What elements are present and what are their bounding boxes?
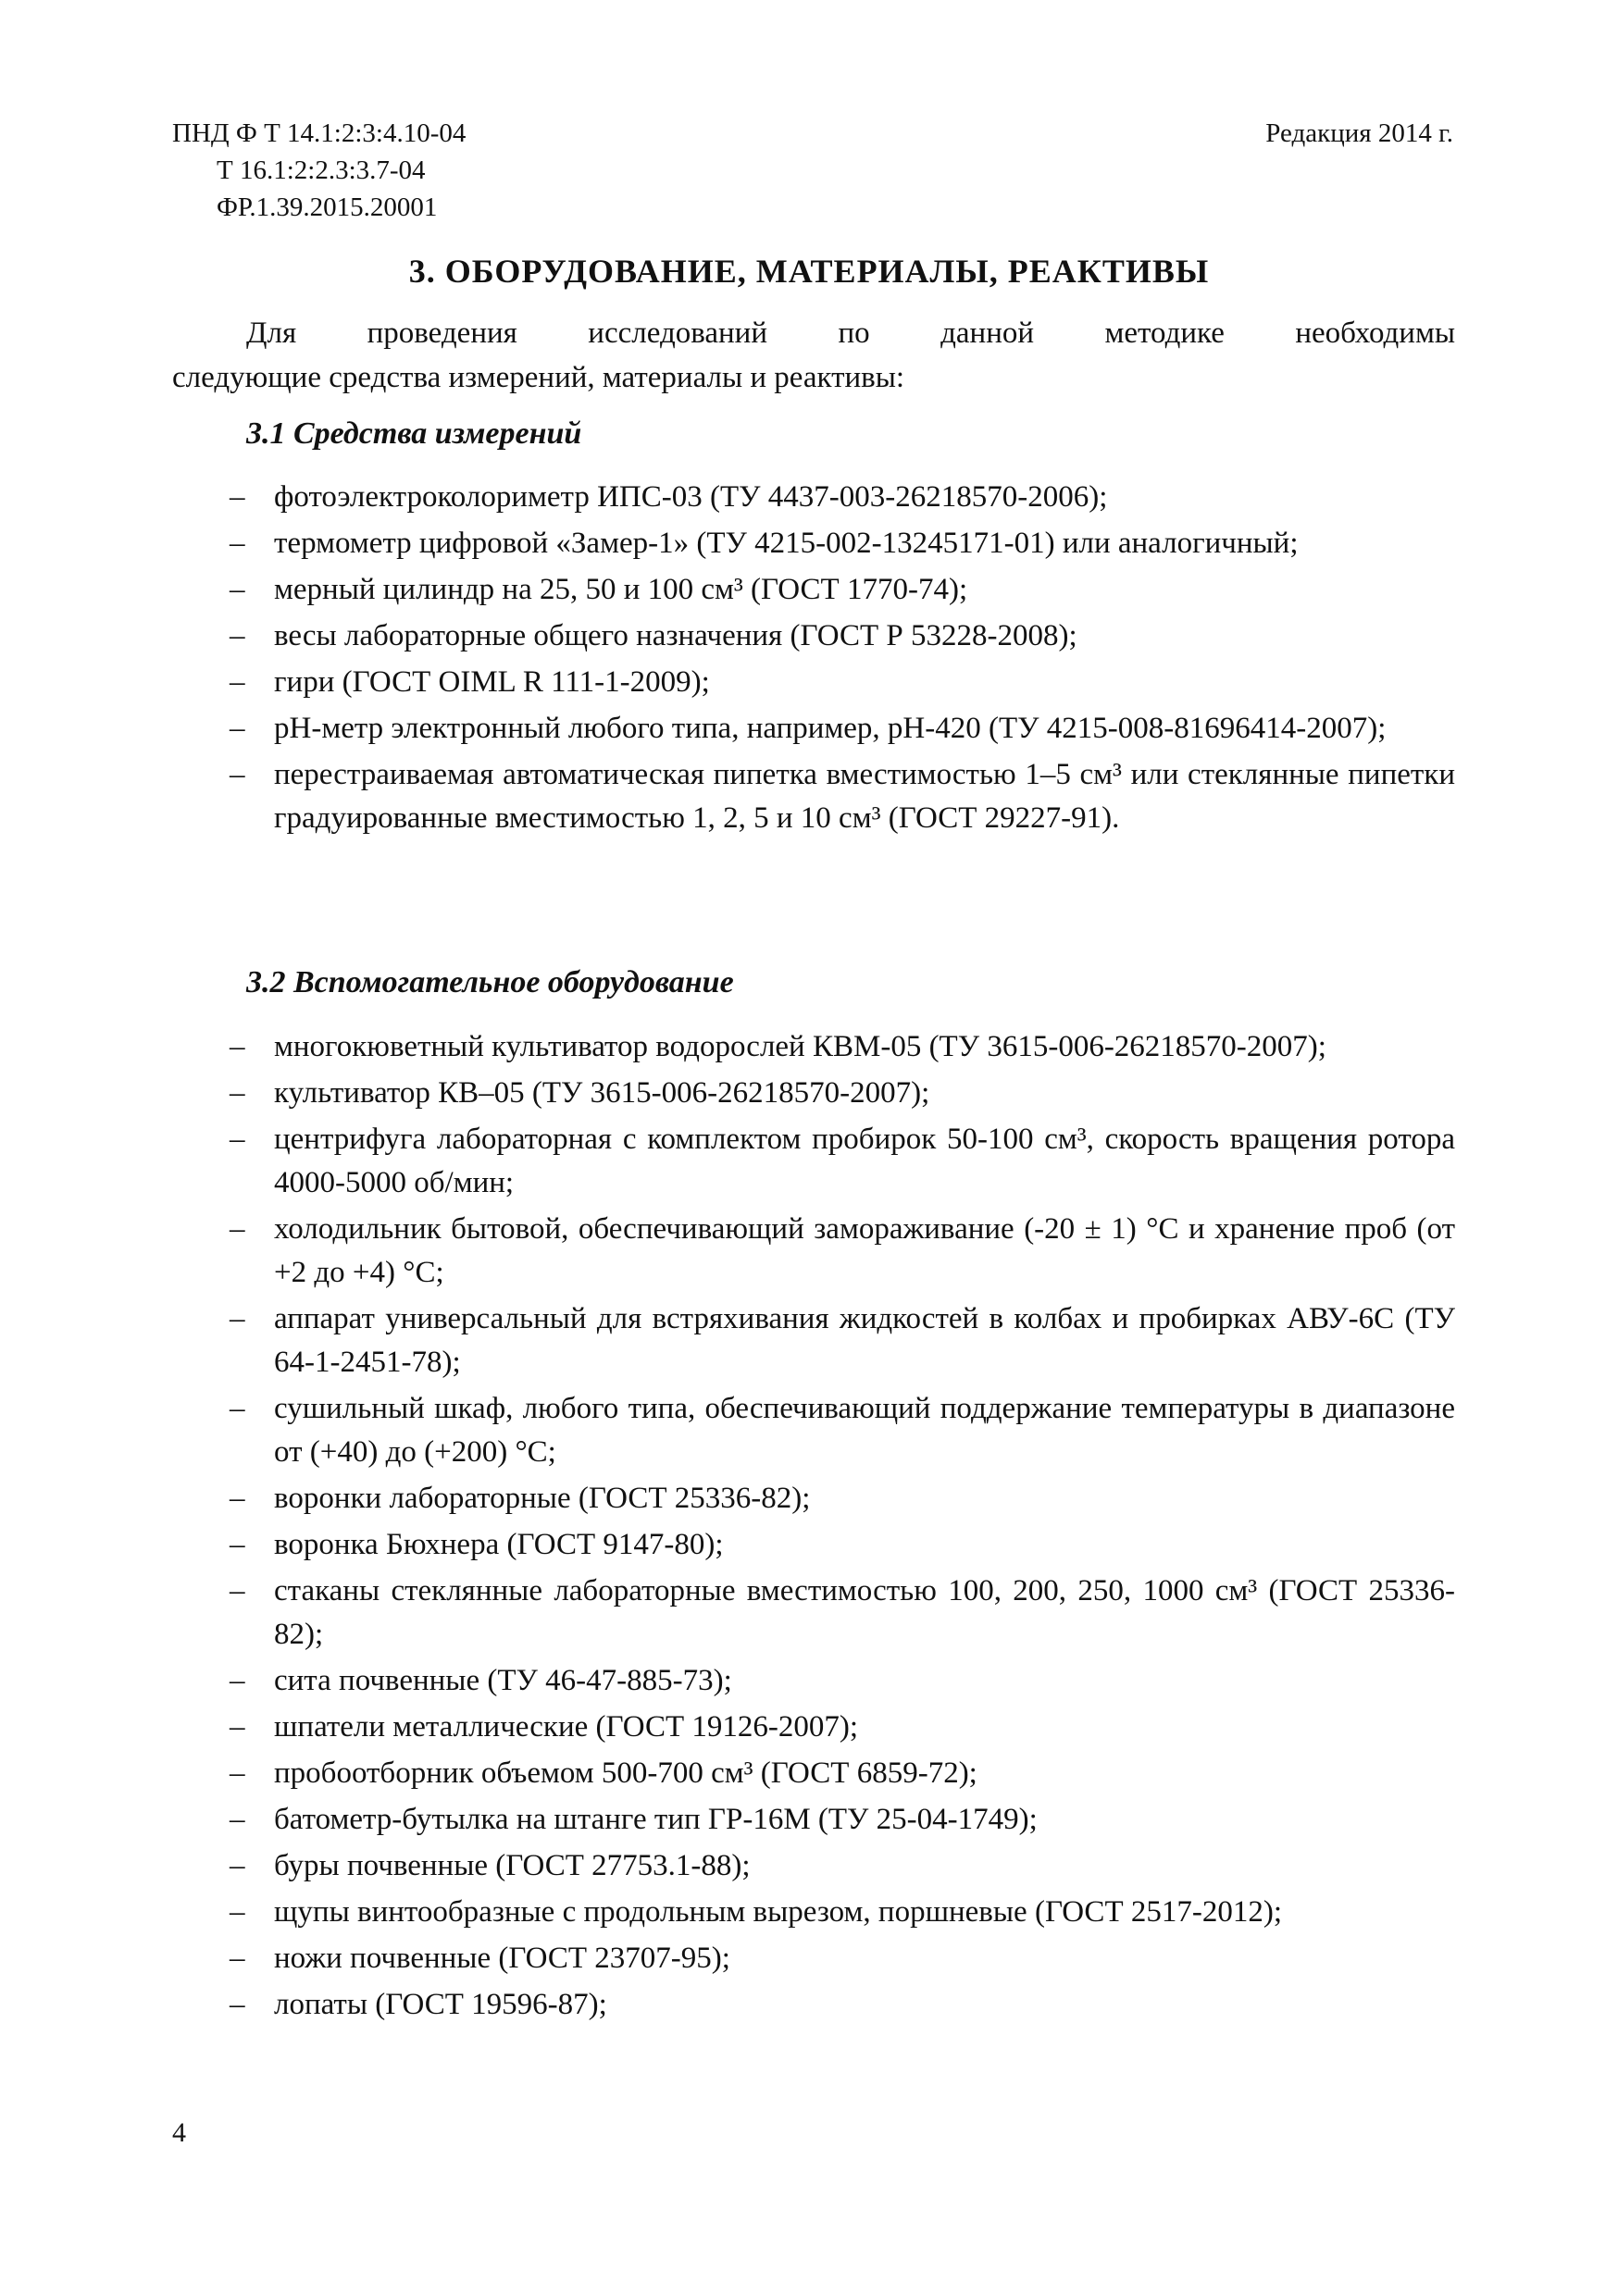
list-item: – гири (ГОСТ OIML R 111-1-2009); xyxy=(230,665,710,699)
section-title: 3. ОБОРУДОВАНИЕ, МАТЕРИАЛЫ, РЕАКТИВЫ xyxy=(408,253,1210,290)
list-item: – аппарат универсальный для встряхивания жидкостей в колбах и пробирках АВУ-6С (ТУ 64-1-2451-78); xyxy=(230,1302,1455,1379)
subsection-title-auxiliary-equipment: 3.2 Вспомогательное оборудование xyxy=(246,965,734,999)
subsection-title-measuring-instruments: 3.1 Средства измерений xyxy=(246,416,582,451)
intro-line-2: следующие средства измерений, материалы и реактивы: xyxy=(172,361,905,394)
intro-line-1: Для проведения исследований по данной методике необходимы xyxy=(246,316,1455,350)
list-item: – сита почвенные (ТУ 46-47-885-73); xyxy=(230,1664,732,1697)
list-item: – многокюветный культиватор водорослей КВМ-05 (ТУ 3615-006-26218570-2007); xyxy=(230,1030,1326,1063)
list-item: – ножи почвенные (ГОСТ 23707-95); xyxy=(230,1942,730,1975)
list-item: – термометр цифровой «Замер-1» (ТУ 4215-002-13245171-01) или аналогичный; xyxy=(230,527,1299,560)
list-item: – воронки лабораторные (ГОСТ 25336-82); xyxy=(230,1482,811,1515)
list-item: – лопаты (ГОСТ 19596-87); xyxy=(230,1988,607,2021)
doc-code-line-2: Т 16.1:2:2.3:3.7-04 xyxy=(217,155,426,185)
measuring-instruments-list xyxy=(172,476,1455,843)
list-item: – батометр-бутылка на штанге тип ГР-16М (ТУ 25-04-1749); xyxy=(230,1803,1038,1836)
doc-code-line-1: ПНД Ф Т 14.1:2:3:4.10-04 xyxy=(172,118,467,148)
list-item: – перестраиваемая автоматическая пипетка вместимостью 1–5 см³ или стеклянные пипетки градуированные вместимостью 1, 2, 5 и 10 см³ (ГОСТ 29227-91). xyxy=(230,758,1455,835)
list-item: – воронка Бюхнера (ГОСТ 9147-80); xyxy=(230,1528,724,1561)
list-item: – сушильный шкаф, любого типа, обеспечивающий поддержание температуры в диапазоне от (+40) до (+200) °С; xyxy=(230,1392,1455,1469)
auxiliary-equipment-list xyxy=(172,1025,1455,2029)
edition-label: Редакция 2014 г. xyxy=(1265,118,1453,148)
list-item: – мерный цилиндр на 25, 50 и 100 см³ (ГОСТ 1770-74); xyxy=(230,573,968,606)
list-item: – стаканы стеклянные лабораторные вместимостью 100, 200, 250, 1000 см³ (ГОСТ 25336-82); xyxy=(230,1574,1455,1651)
doc-code-line-3: ФР.1.39.2015.20001 xyxy=(217,192,438,222)
list-item: – культиватор КВ–05 (ТУ 3615-006-26218570-2007); xyxy=(230,1076,930,1110)
page-number: 4 xyxy=(172,2117,186,2148)
list-item: – буры почвенные (ГОСТ 27753.1-88); xyxy=(230,1849,751,1882)
document-codes xyxy=(172,115,466,226)
list-item: – pH-метр электронный любого типа, например, pH-420 (ТУ 4215-008-81696414-2007); xyxy=(230,712,1387,745)
list-item: – холодильник бытовой, обеспечивающий замораживание (-20 ± 1) °С и хранение проб (от +2 до +4) °С; xyxy=(230,1212,1455,1289)
intro-paragraph xyxy=(172,311,1455,400)
list-item: – центрифуга лабораторная с комплектом пробирок 50-100 см³, скорость вращения ротора 4000-5000 об/мин; xyxy=(230,1123,1455,1199)
list-item: – щупы винтообразные с продольным вырезом, поршневые (ГОСТ 2517-2012); xyxy=(230,1895,1282,1929)
list-item: – фотоэлектроколориметр ИПС-03 (ТУ 4437-003-26218570-2006); xyxy=(230,480,1108,514)
list-item: – весы лабораторные общего назначения (ГОСТ Р 53228-2008); xyxy=(230,619,1077,652)
list-item: – пробоотборник объемом 500-700 см³ (ГОСТ 6859-72); xyxy=(230,1756,977,1790)
list-item: – шпатели металлические (ГОСТ 19126-2007); xyxy=(230,1710,859,1744)
